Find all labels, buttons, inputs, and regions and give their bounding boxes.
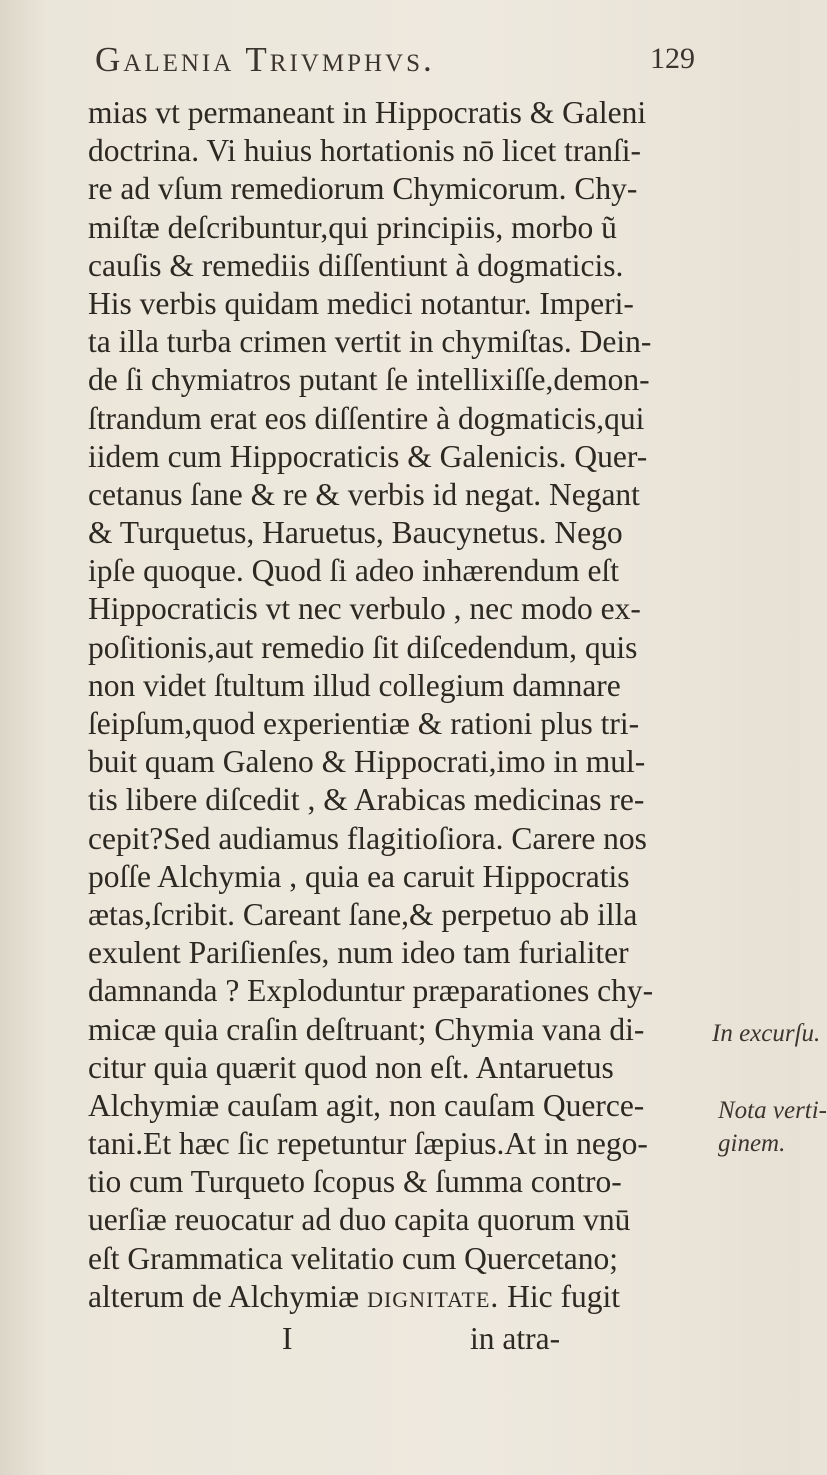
text-line: iidem cum Hippocraticis & Galenicis. Quer-	[88, 438, 648, 474]
text-line: non videt ſtultum illud collegium damnare	[88, 667, 621, 703]
running-title: Galenia Trivmphvs.	[95, 40, 435, 79]
text-line: ta illa turba crimen vertit in chymiſtas. Dein-	[88, 324, 652, 360]
text-line: cepit?Sed audiamus flagitioſiora. Carere nos	[88, 820, 647, 856]
text-line: micæ quia craſin deſtruant; Chymia vana di-	[88, 1011, 645, 1047]
catchword: in atra-	[470, 1321, 561, 1356]
page-header	[95, 40, 695, 90]
text-line: eſt Grammatica velitatio cum Quercetano;	[88, 1240, 619, 1276]
last-line-end: Hic fugit	[499, 1278, 621, 1314]
text-line: ſeipſum,quod experientiæ & rationi plus tri-	[88, 706, 640, 741]
text-line: damnanda ? Exploduntur præparationes chy-	[88, 973, 654, 1009]
margin-note-vertiginem-2: ginem.	[718, 1130, 786, 1157]
text-line: ætas,ſcribit. Careant ſane,& perpetuo ab illa	[88, 896, 638, 932]
text-line: re ad vſum remediorum Chymicorum. Chy-	[88, 171, 638, 207]
text-line: poſſe Alchymia , quia ea caruit Hippocratis	[88, 858, 630, 894]
text-line: Alchymiæ cauſam agit, non cauſam Querce-	[88, 1087, 645, 1123]
text-line: tis libere diſcedit , & Arabicas medicinas re-	[88, 782, 645, 818]
text-line: doctrina. Vi huius hortationis nō licet tranſi-	[88, 133, 642, 169]
text-line: poſitionis,aut remedio ſit diſcedendum, quis	[88, 629, 638, 665]
page-number: 129	[650, 42, 695, 75]
text-line: His verbis quidam medici notantur. Imperi-	[88, 285, 634, 321]
last-line-small-caps: dignitate.	[367, 1278, 500, 1314]
body-text	[88, 94, 708, 1316]
text-line: ipſe quoque. Quod ſi adeo inhærendum eſt	[88, 553, 620, 589]
text-line: tani.Et hæc ſic repetuntur ſæpius.At in nego-	[88, 1126, 648, 1162]
text-line: & Turquetus, Haruetus, Baucynetus. Nego	[88, 515, 623, 551]
text-line: ſtrandum erat eos diſſentire à dogmaticis,qui	[88, 400, 645, 436]
signature-mark: I	[282, 1321, 293, 1356]
last-line-start: alterum de Alchymiæ	[88, 1278, 368, 1314]
margin-note-excursus: In excurſu.	[712, 1020, 821, 1047]
text-line: miſtæ deſcribuntur,qui principiis, morbo ũ	[88, 209, 617, 245]
text-line-last	[88, 1278, 708, 1316]
text-line: citur quia quærit quod non eſt. Antaruetus	[88, 1049, 614, 1085]
text-line: de ſi chymiatros putant ſe intellixiſſe,demon-	[88, 362, 650, 398]
text-line: mias vt permaneant in Hippocratis & Galeni	[88, 95, 647, 130]
text-line: exulent Pariſienſes, num ideo tam furialiter	[88, 935, 629, 971]
text-line: cetanus ſane & re & verbis id negat. Negant	[88, 476, 640, 512]
text-line: tio cum Turqueto ſcopus & ſumma contro-	[88, 1164, 622, 1200]
margin-note-vertiginem-1: Nota verti-	[718, 1097, 827, 1124]
text-line: Hippocraticis vt nec verbulo , nec modo ex-	[88, 591, 641, 627]
text-line: uerſiæ reuocatur ad duo capita quorum vnū	[88, 1202, 631, 1238]
text-line: buit quam Galeno & Hippocrati,imo in mul-	[88, 744, 646, 780]
text-line: cauſis & remediis diſſentiunt à dogmaticis.	[88, 247, 624, 283]
